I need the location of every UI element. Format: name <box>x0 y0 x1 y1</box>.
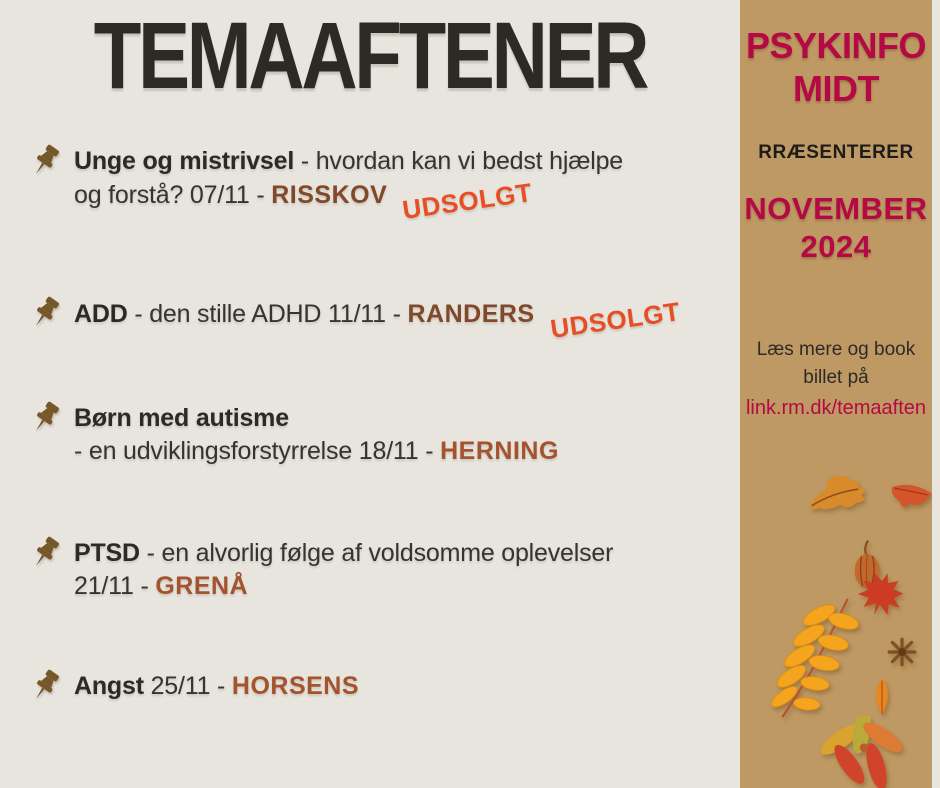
event-description: - hvordan kan vi bedst hjælpe <box>294 147 623 175</box>
page-title: TEMAAFTENER <box>93 3 647 109</box>
event-title: ADD <box>74 300 128 328</box>
month-line2: 2024 <box>800 229 872 264</box>
brand-line2: MIDT <box>793 68 879 109</box>
event-text <box>74 145 623 225</box>
event-row-angst <box>26 670 726 705</box>
event-description: - en alvorlig følge af voldsomme oplevelser <box>139 539 614 567</box>
oak-leaf-icon <box>806 468 872 518</box>
sold-out-badge: UDSOLGT <box>548 296 682 344</box>
event-row-add <box>26 296 726 344</box>
star-anise-icon <box>886 636 918 668</box>
event-location: RISSKOV <box>271 181 388 209</box>
event-location: RANDERS <box>407 300 535 328</box>
month-line1: NOVEMBER <box>744 191 928 226</box>
event-location: HORSENS <box>231 672 360 700</box>
event-title: Unge og mistrivsel <box>74 147 295 175</box>
event-text <box>74 537 613 603</box>
month-label <box>740 190 932 266</box>
event-description-line2: - en udviklingsforstyrrelse 18/11 - <box>74 437 441 465</box>
cta-line2: billet på <box>803 367 869 388</box>
cta-text <box>740 336 932 422</box>
event-description-line2: og forstå? 07/11 - <box>74 181 272 209</box>
event-description: 25/11 - <box>143 672 232 700</box>
brand-line1: PSYKINFO <box>745 25 927 66</box>
pushpin-icon <box>26 399 64 437</box>
event-title: Børn med autisme <box>74 404 289 432</box>
small-red-leaf-icon <box>890 480 932 514</box>
event-text <box>74 296 682 344</box>
small-orange-leaf-icon <box>868 676 896 720</box>
cta-line1: Læs mere og book <box>756 339 916 360</box>
pushpin-icon <box>26 142 64 180</box>
event-row-boern-med-autisme <box>26 402 726 468</box>
sidebar-panel <box>740 0 932 788</box>
event-description: - den stille ADHD 11/11 - <box>127 300 408 328</box>
event-row-unge-og-mistrivsel <box>26 145 726 225</box>
pushpin-icon <box>26 667 64 705</box>
pushpin-icon <box>26 294 64 332</box>
event-location: HERNING <box>440 437 559 465</box>
event-row-ptsd <box>26 537 726 603</box>
pushpin-icon <box>26 534 64 572</box>
event-title: PTSD <box>74 539 140 567</box>
event-description-line2: 21/11 - <box>74 572 156 600</box>
sold-out-badge: UDSOLGT <box>400 177 535 225</box>
event-text <box>74 670 359 703</box>
event-location: GRENÅ <box>155 572 249 600</box>
event-title: Angst <box>74 672 144 700</box>
brand-title <box>740 24 932 110</box>
booking-link[interactable]: link.rm.dk/temaaften <box>745 397 927 419</box>
event-text <box>74 402 559 468</box>
rowan-leaf-icon <box>766 596 868 722</box>
presents-label: RRÆSENTERER <box>758 142 914 163</box>
creeper-leaf-icon <box>818 716 912 788</box>
